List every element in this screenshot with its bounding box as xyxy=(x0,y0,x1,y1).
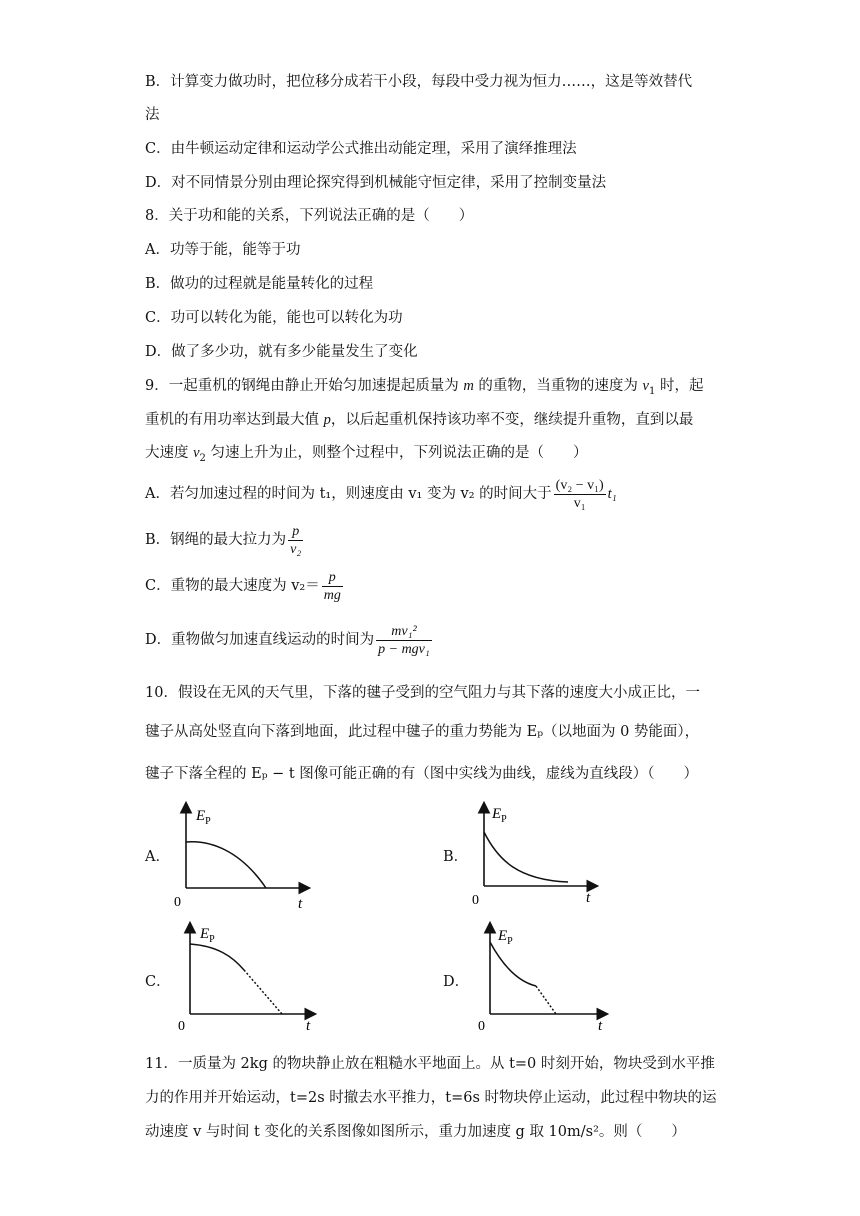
origin-label: 0 xyxy=(174,895,181,910)
x-axis-label: t xyxy=(298,896,303,912)
q9-option-c-fraction: $\frac{p}{mg}$ xyxy=(323,569,341,603)
x-axis-label: t xyxy=(598,1018,603,1034)
q9-stem-line1: 9．一起重机的钢绳由静止开始匀加速提起质量为 m 的重物，当重物的速度为 $v_1$ 时，起 xyxy=(145,378,704,397)
ep-curve xyxy=(484,832,568,882)
q10-graph-d xyxy=(470,920,620,1032)
q9-option-b: B．钢绳的最大拉力为 $\frac{p}{\text{v₂}}$ xyxy=(145,523,302,557)
x-axis-label: t xyxy=(586,890,591,906)
q8-stem: 8．关于功和能的关系，下列说法正确的是（ ） xyxy=(145,208,474,224)
q9-stem-line2: 重机的有用功率达到最大值 p，以后起重机保持该功率不变，继续提升重物，直到以最 xyxy=(145,412,694,428)
q9-stem-line3: 大速度 $v_2$ 匀速上升为止，则整个过程中，下列说法正确的是（ ） xyxy=(145,445,588,464)
q11-stem-line3: 动速度 v 与时间 t 变化的关系图像如图所示，重力加速度 g 取 10m/s²。则（ ） xyxy=(145,1124,686,1140)
q10-graph-a xyxy=(170,800,315,912)
q10-stem-line3: 毽子下落全程的 Eₚ − t 图像可能正确的有（图中实线为曲线，虚线为直线段）（ ） xyxy=(145,766,699,782)
q9-option-a-fraction: $\frac{\text{(v₂ − v₁)}}{\text{v₁}}$ xyxy=(555,477,604,511)
origin-label: 0 xyxy=(472,893,479,908)
q10-option-d-label: D． xyxy=(443,974,470,990)
q10-option-c-label: C． xyxy=(145,974,171,990)
q11-stem-line1: 11．一质量为 2kg 的物块静止放在粗糙水平地面上。从 t=0 时刻开始，物块受到水平推 xyxy=(145,1056,715,1072)
origin-label: 0 xyxy=(478,1019,485,1034)
q8-option-b: B．做功的过程就是能量转化的过程 xyxy=(145,276,374,292)
q7-option-b-cont: 法 xyxy=(145,107,160,123)
q9-option-d: D．重物做匀加速直线运动的时间为 $\frac{\text{mv₁²}}{\text{p − mgv₁}}$ xyxy=(145,623,430,657)
y-axis-label: $E_P$ xyxy=(200,926,215,945)
q10-option-b-label: B． xyxy=(443,849,469,865)
q7-option-d: D．对不同情景分别由理论探究得到机械能守恒定律，采用了控制变量法 xyxy=(145,175,607,191)
q7-option-b: B．计算变力做功时，把位移分成若干小段，每段中受力视为恒力……，这是等效替代 xyxy=(145,74,693,90)
q10-stem-line2: 毽子从高处竖直向下落到地面，此过程中毽子的重力势能为 Eₚ（以地面为 0 势能面）， xyxy=(145,724,700,740)
y-axis-label: $E_P$ xyxy=(196,808,211,827)
q10-graph-c xyxy=(172,920,322,1032)
q8-option-c: C．功可以转化为能，能也可以转化为功 xyxy=(145,310,403,326)
ep-dashed-segment xyxy=(536,986,556,1014)
y-axis-label: $E_P$ xyxy=(492,806,507,825)
q10-option-a-label: A． xyxy=(145,849,170,865)
q9-option-d-fraction: $\frac{\text{mv₁²}}{\text{p − mgv₁}}$ xyxy=(378,623,430,657)
y-axis-label: $E_P$ xyxy=(498,928,513,947)
q9-option-a: A．若匀加速过程的时间为 t₁，则速度由 v₁ 变为 v₂ 的时间大于 $\frac{\text{(v₂ − v₁)}}{\text{v₁}}$ t₁ xyxy=(145,477,617,511)
ep-curve xyxy=(186,842,266,888)
ep-curve xyxy=(190,944,244,970)
q7-option-c: C．由牛顿运动定律和运动学公式推出动能定理，采用了演绎推理法 xyxy=(145,141,577,157)
ep-dashed-segment xyxy=(244,970,282,1014)
origin-label: 0 xyxy=(178,1019,185,1034)
x-axis-label: t xyxy=(306,1018,311,1034)
q8-option-a: A．功等于能，能等于功 xyxy=(145,242,301,258)
q10-graph-b xyxy=(468,800,613,912)
q10-stem-line1: 10．假设在无风的天气里，下落的毽子受到的空气阻力与其下落的速度大小成正比，一 xyxy=(145,685,700,701)
q11-stem-line2: 力的作用并开始运动，t=2s 时撤去水平推力，t=6s 时物块停止运动，此过程中物块的运 xyxy=(145,1090,717,1106)
q9-option-c: C．重物的最大速度为 v₂＝ $\frac{p}{mg}$ xyxy=(145,569,341,603)
q9-option-b-fraction: $\frac{p}{\text{v₂}}$ xyxy=(290,523,302,557)
q8-option-d: D．做了多少功，就有多少能量发生了变化 xyxy=(145,344,418,360)
ep-curve xyxy=(490,942,536,986)
